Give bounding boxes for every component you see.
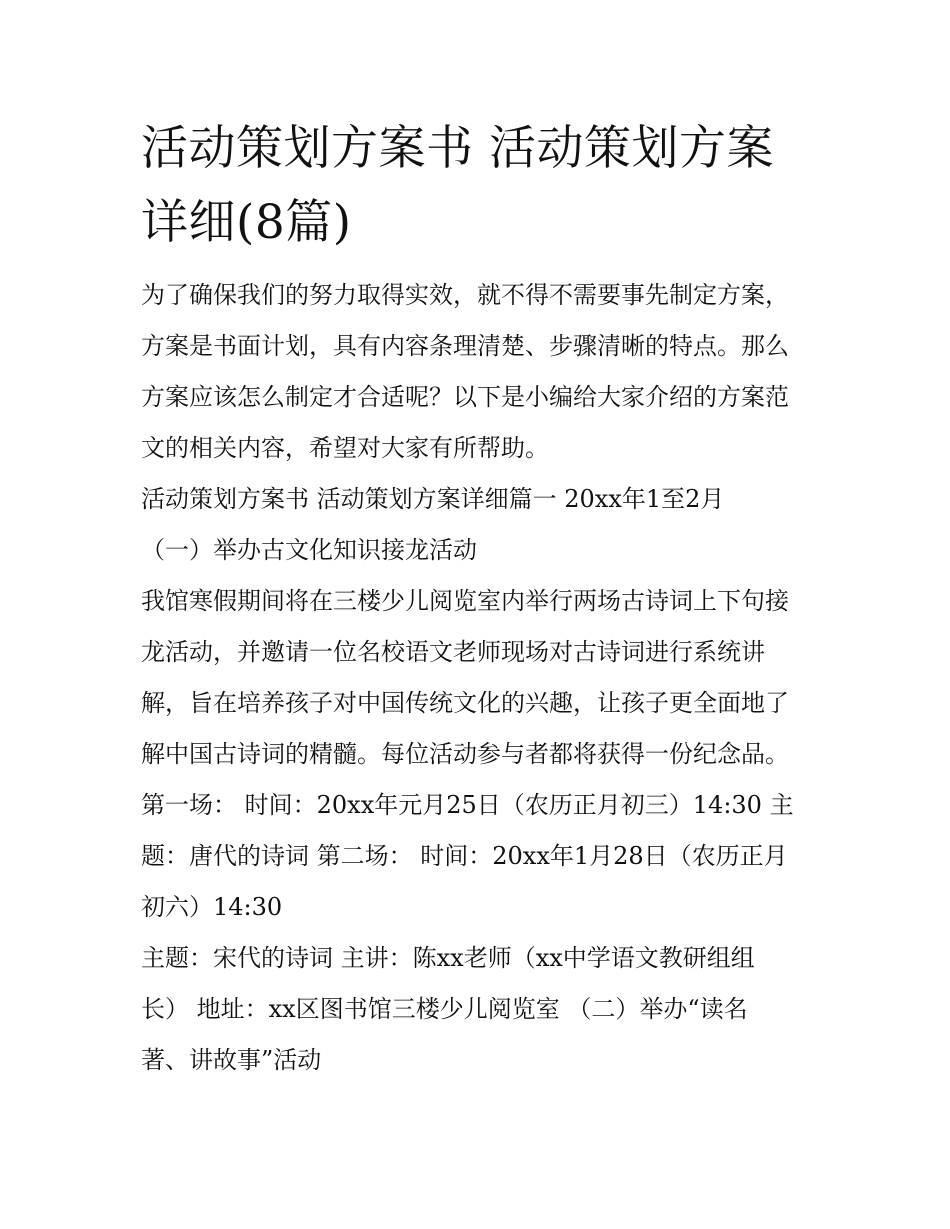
body-line: 方案应该怎么制定才合适呢？以下是小编给大家介绍的方案范 xyxy=(141,383,789,411)
document-body xyxy=(141,270,821,1086)
subsection-heading: （一）举办古文化知识接龙活动 xyxy=(141,536,477,564)
body-line: 龙活动，并邀请一位名校语文老师现场对古诗词进行系统讲 xyxy=(141,638,765,666)
body-line: 我馆寒假期间将在三楼少儿阅览室内举行两场古诗词上下句接 xyxy=(141,587,789,615)
title-line-2: 详细(8篇) xyxy=(141,195,352,250)
body-line: 第一场： 时间：20xx年元月25日（农历正月初三）14:30 主 xyxy=(141,791,794,819)
body-line: 文的相关内容，希望对大家有所帮助。 xyxy=(141,434,549,462)
body-line: 长） 地址：xx区图书馆三楼少儿阅览室 （二）举办“读名 xyxy=(141,995,748,1023)
section-heading: 活动策划方案书 活动策划方案详细篇一 20xx年1至2月 xyxy=(141,485,725,513)
title-line-1: 活动策划方案书 活动策划方案 xyxy=(141,121,774,176)
body-line: 题：唐代的诗词 第二场： 时间：20xx年1月28日（农历正月 xyxy=(141,842,788,870)
body-line: 著、讲故事”活动 xyxy=(141,1046,322,1074)
body-line: 主题：宋代的诗词 主讲：陈xx老师（xx中学语文教研组组 xyxy=(141,944,755,972)
document-title xyxy=(141,112,821,260)
body-line: 解中国古诗词的精髓。每位活动参与者都将获得一份纪念品。 xyxy=(141,740,789,768)
body-line: 为了确保我们的努力取得实效，就不得不需要事先制定方案， xyxy=(141,281,789,309)
body-line: 初六）14:30 xyxy=(141,893,283,921)
body-line: 方案是书面计划，具有内容条理清楚、步骤清晰的特点。那么 xyxy=(141,332,789,360)
body-line: 解，旨在培养孩子对中国传统文化的兴趣，让孩子更全面地了 xyxy=(141,689,789,717)
document-page xyxy=(141,112,821,1086)
